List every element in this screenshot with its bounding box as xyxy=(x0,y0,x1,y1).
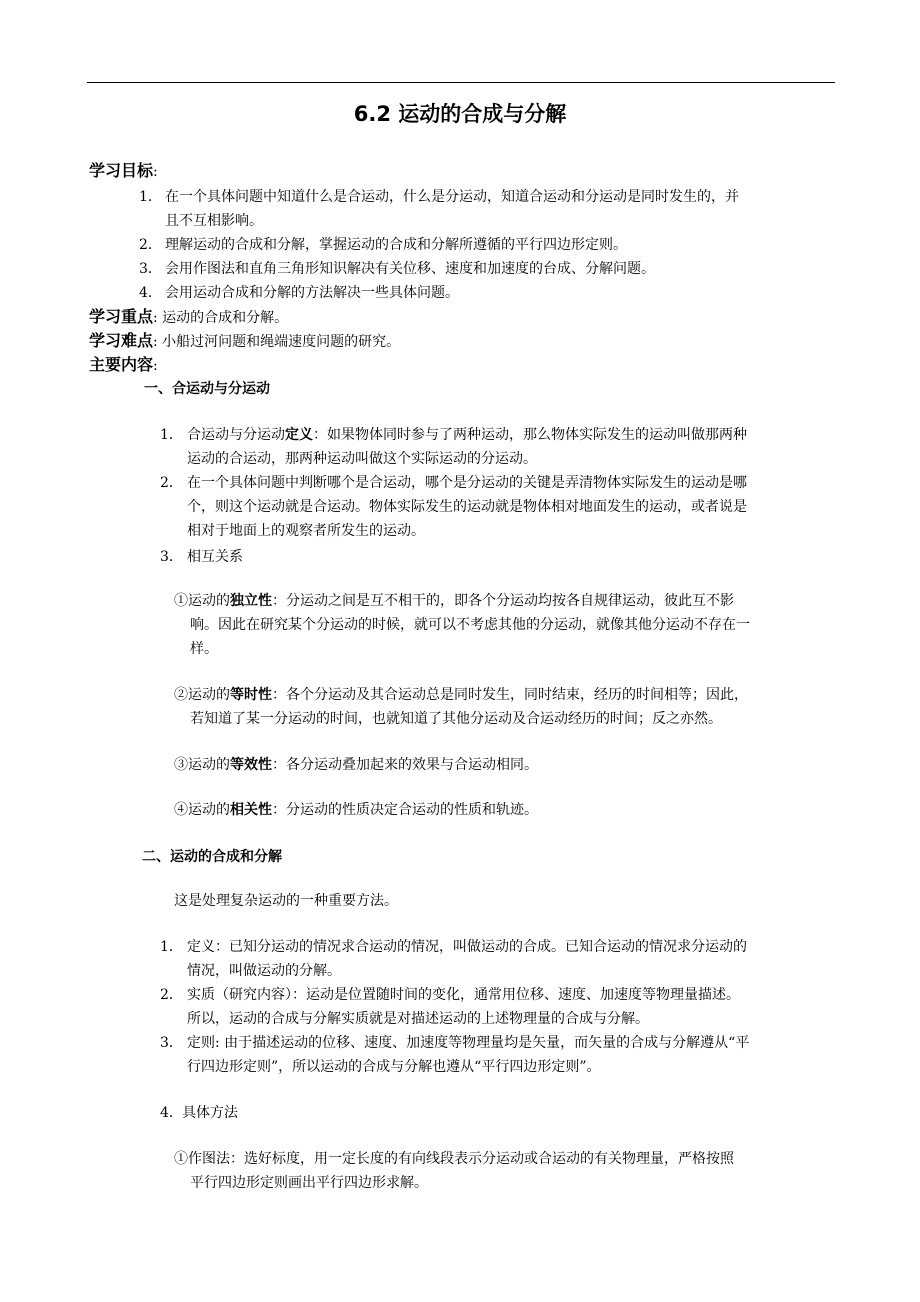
section1-item-1: 1． 合运动与分运动定义：如果物体同时参与了两种运动，那么物体实际发生的运动叫做那两种 xyxy=(160,427,747,443)
objective-item-1: 1． 在一个具体问题中知道什么是合运动，什么是分运动，知道合运动和分运动是同时发生的，并 xyxy=(139,189,739,205)
section2-intro: 这是处理复杂运动的一种重要方法。 xyxy=(174,893,398,909)
section1-item-3: 3． 相互关系 xyxy=(160,549,243,565)
objective-item-1-cont: 且不互相影响。 xyxy=(165,213,263,229)
section2-item-3-cont: 行四边形定则”，所以运动的合成与分解也遵从“平行四边形定则”。 xyxy=(187,1059,601,1075)
page-title: 6.2 运动的合成与分解 xyxy=(353,102,567,126)
section2-item-3: 3． 定则: 由于描述运动的位移、速度、加速度等物理量均是矢量，而矢量的合成与分解遵从“平 xyxy=(160,1035,750,1051)
relation-simultaneity-cont: 若知道了某一分运动的时间，也就知道了其他分运动及合运动经历的时间；反之亦然。 xyxy=(190,711,722,727)
section1-heading: 一、合运动与分运动 xyxy=(144,381,270,397)
relation-independence-cont2: 样。 xyxy=(190,641,218,657)
section2-heading: 二、运动的合成和分解 xyxy=(142,849,282,865)
method-graphical: ①作图法：选好标度，用一定长度的有向线段表示分运动或合运动的有关物理量，严格按照 xyxy=(174,1151,734,1167)
relation-equivalence: ③运动的等效性：各分运动叠加起来的效果与合运动相同。 xyxy=(174,757,538,773)
section2-item-1: 1． 定义：已知分运动的情况求合运动的情况，叫做运动的合成。已知合运动的情况求分运动的 xyxy=(160,939,747,955)
method-graphical-cont: 平行四边形定则画出平行四边形求解。 xyxy=(190,1175,428,1191)
circled-four-marker: ④ xyxy=(174,802,188,818)
objectives-colon: : xyxy=(153,164,158,180)
relation-independence: ①运动的独立性：分运动之间是互不相干的，即各个分运动均按各自规律运动，彼此互不影 xyxy=(174,593,734,609)
relation-correlation: ④运动的相关性：分运动的性质决定合运动的性质和轨迹。 xyxy=(174,802,538,818)
circled-three-marker: ③ xyxy=(174,757,188,773)
content-heading-line: 主要内容: xyxy=(89,355,158,374)
objectives-heading: 学习目标 xyxy=(89,161,154,180)
objective-item-3: 3． 会用作图法和直角三角形知识解决有关位移、速度和加速度的台成、分解问题。 xyxy=(139,261,655,277)
circled-one-marker: ① xyxy=(174,593,188,609)
circled-one-marker: ① xyxy=(174,1151,188,1167)
section2-item-1-cont: 情况，叫做运动的分解。 xyxy=(187,963,341,979)
section2-item-2: 2． 实质（研究内容）：运动是位置随时间的变化，通常用位移、速度、加速度等物理量描述。 xyxy=(160,987,740,1003)
section1-item-2-cont: 个，则这个运动就是合运动。物体实际发生的运动就是物体相对地面发生的运动，或者说是 xyxy=(187,499,747,515)
objective-item-2: 2． 理解运动的合成和分解，掌握运动的合成和分解所遵循的平行四边形定则。 xyxy=(139,237,627,253)
section2-item-2-cont: 所以，运动的合成与分解实质就是对描述运动的上述物理量的合成与分解。 xyxy=(187,1011,649,1027)
circled-two-marker: ② xyxy=(174,687,188,703)
header-rule xyxy=(87,82,835,83)
difficulty-line: 学习难点: 小船过河问题和绳端速度问题的研究。 xyxy=(89,331,401,350)
section1-item-2-cont2: 相对于地面上的观察者所发生的运动。 xyxy=(187,523,425,539)
section1-item-1-cont: 运动的合运动，那两种运动叫做这个实际运动的分运动。 xyxy=(187,451,537,467)
section1-item-2: 2． 在一个具体问题中判断哪个是合运动，哪个是分运动的关键是弄清物体实际发生的运动是哪 xyxy=(160,475,747,491)
objective-item-4: 4． 会用运动合成和分解的方法解决一些具体问题。 xyxy=(139,285,459,301)
relation-independence-cont: 响。因此在研究某个分运动的时候，就可以不考虑其他的分运动，就像其他分运动不存在一 xyxy=(190,617,750,633)
key-point-line: 学习重点: 运动的合成和分解。 xyxy=(89,307,289,326)
relation-simultaneity: ②运动的等时性：各个分运动及其合运动总是同时发生，同时结束，经历的时间相等；因此， xyxy=(174,687,748,703)
section2-item-4: 4．具体方法 xyxy=(160,1105,238,1121)
objectives-heading-line xyxy=(89,160,158,183)
